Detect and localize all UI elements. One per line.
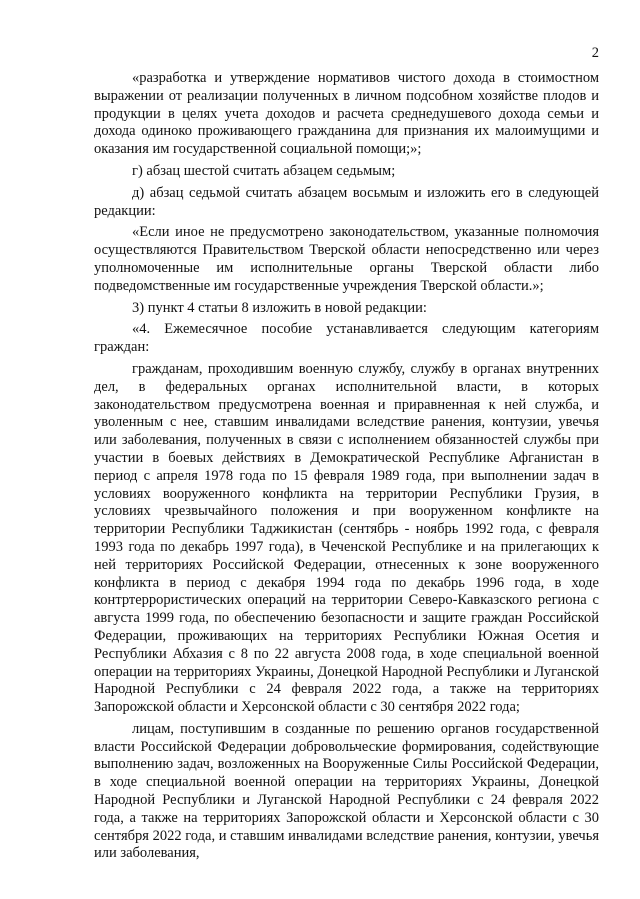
paragraph-item-3: 3) пункт 4 статьи 8 изложить в новой редакции: — [132, 299, 427, 316]
paragraph-point-4: «4. Ежемесячное пособие устанавливается следующим категориям граждан: — [94, 321, 599, 356]
paragraph-citizens-military: гражданам, проходившим военную службу, службу в органах внутренних дел, в федеральных органах исполнительной власти, в которых законодательством предусмотрена военная и приравненная к ней служба, и уволенным с нее, ставшим инвалидами вследствие ранения, контузии, увечья или заболевания, полученных в связи с исполнением обязанностей службы при участии в боевых действиях в Демократической Республике Афганистан в период с апреля 1978 года по 15 февраля 1989 года, при выполнении задач в условиях вооруженного конфликта на территории Республики Грузия, в условиях чрезвычайного положения и при вооруженном конфликте на территории Республики Таджикистан (сентябрь - ноябрь 1992 года, с февраля 1993 года по декабрь 1997 года), в Чеченской Республике и на прилегающих к ней территориях Российской Федерации, отнесенных к зоне вооруженного конфликта в период с декабря 1994 года по декабрь 1996 года, в ходе контртеррористических операций на территории Северо-Кавказского региона с августа 1999 года, по обеспечению безопасности и защите граждан Российской Федерации, проживающих на территориях Республики Южная Осетия и Республики Абхазия с 8 по 22 августа 2008 года, в ходе специальной военной операции на территориях Украины, Донецкой Народной Республики и Луганской Народной Республики с 24 февраля 2022 года, а также на территориях Запорожской области и Херсонской области с 30 сентября 2022 года; — [94, 360, 599, 716]
paragraph-item-g: г) абзац шестой считать абзацем седьмым; — [132, 162, 396, 179]
paragraph-quote-powers: «Если иное не предусмотрено законодательством, указанные полномочия осуществляются Правительством Тверской области непосредственно или через уполномоченные им исполнительные органы Тверской области либо подведомственные им государственные учреждения Тверской области.»; — [94, 224, 599, 294]
paragraph-quote-norms: «разработка и утверждение нормативов чистого дохода в стоимостном выражении от реализации полученных в личном подсобном хозяйстве плодов и продукции в целях учета доходов и расчета среднедушевого дохода семьи и дохода одиноко проживающего гражданина для признания их малоимущими и оказания им государственной социальной помощи;»; — [94, 70, 599, 158]
paragraph-volunteers: лицам, поступившим в созданные по решению органов государственной власти Российской Федерации добровольческие формирования, содействующие выполнению задач, возложенных на Вооруженные Силы Российской Федерации, в ходе специальной военной операции на территориях Украины, Донецкой Народной Республики и Луганской Народной Республики с 24 февраля 2022 года, а также на территориях Запорожской области и Херсонской области с 30 сентября 2022 года, и ставшим инвалидами вследствие ранения, контузии, увечья или заболевания, — [94, 720, 599, 862]
document-body — [94, 70, 599, 867]
page-number: 2 — [591, 45, 599, 61]
paragraph-item-d: д) абзац седьмой считать абзацем восьмым и изложить его в следующей редакции: — [94, 184, 599, 219]
